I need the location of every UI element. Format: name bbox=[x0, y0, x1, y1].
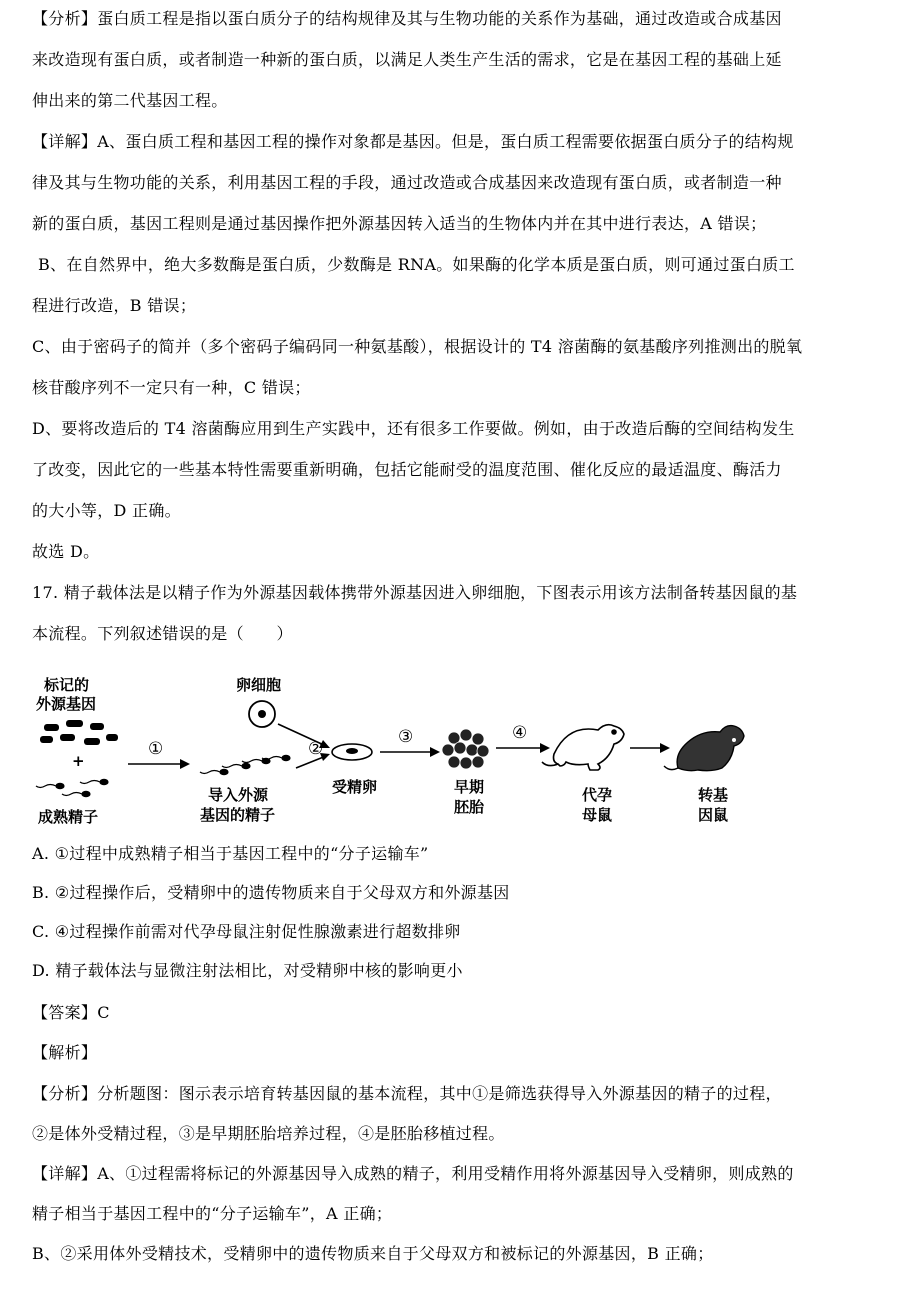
text-line: 【分析】蛋白质工程是指以蛋白质分子的结构规律及其与生物功能的关系作为基础，通过改造或合成基因 bbox=[32, 9, 782, 28]
question-stem: 17. 精子载体法是以精子作为外源基因载体携带外源基因进入卵细胞，下图表示用该方法制备转基因鼠的基 bbox=[32, 583, 798, 602]
transsperm-label-line1: 导入外源 bbox=[208, 786, 269, 804]
text-line: C、由于密码子的简并（多个密码子编码同一种氨基酸），根据设计的 T4 溶菌酶的氨基酸序列推测出的脱氧 bbox=[32, 337, 803, 356]
gene-label-line2: 外源基因 bbox=[36, 695, 97, 713]
option-a: A. ①过程中成熟精子相当于基因工程中的“分子运输车” bbox=[32, 844, 429, 863]
text-line: B、②采用体外受精技术，受精卵中的遗传物质来自于父母双方和被标记的外源基因，B 正确； bbox=[32, 1244, 714, 1263]
transgenic-label-line2: 因鼠 bbox=[698, 806, 729, 824]
step2-label: ② bbox=[308, 739, 324, 759]
option-d: D. 精子载体法与显微注射法相比，对受精卵中核的影响更小 bbox=[32, 961, 463, 980]
text-line: 来改造现有蛋白质，或者制造一种新的蛋白质，以满足人类生产生活的需求，它是在基因工程的基础上延 bbox=[32, 50, 782, 69]
mature-sperm-icon bbox=[36, 779, 108, 796]
text-line: 律及其与生物功能的关系，利用基因工程的手段，通过改造或合成基因来改造现有蛋白质，或者制造一种 bbox=[32, 173, 782, 192]
answer-label: 【答案】C bbox=[32, 1003, 110, 1022]
surrogate-label-line1: 代孕 bbox=[582, 786, 613, 804]
sperm-label: 成熟精子 bbox=[38, 808, 99, 826]
text-line: 【分析】分析题图：图示表示培育转基因鼠的基本流程，其中①是筛选获得导入外源基因的精子的过程， bbox=[32, 1084, 782, 1103]
text-line: 了改变，因此它的一些基本特性需要重新明确，包括它能耐受的温度范围、催化反应的最适温度、酶活力 bbox=[32, 460, 782, 479]
question-stem: 本流程。下列叙述错误的是（ ） bbox=[32, 624, 293, 643]
embryo-label-line1: 早期 bbox=[454, 778, 485, 796]
egg-label: 卵细胞 bbox=[236, 676, 282, 694]
text-line: B、在自然界中，绝大多数酶是蛋白质，少数酶是 RNA。如果酶的化学本质是蛋白质，则可通过蛋白质工 bbox=[38, 255, 795, 274]
text-line: 新的蛋白质，基因工程则是通过基因操作把外源基因转入适当的生物体内并在其中进行表达，A 错误； bbox=[32, 214, 767, 233]
gene-label-line1: 标记的 bbox=[44, 676, 90, 694]
early-embryo-icon bbox=[442, 729, 489, 769]
final-arrowhead bbox=[660, 743, 670, 753]
transgenic-label-line1: 转基 bbox=[698, 786, 729, 804]
text-line: 核苷酸序列不一定只有一种，C 错误； bbox=[32, 378, 311, 397]
step3-label: ③ bbox=[398, 727, 414, 747]
text-line: 【详解】A、蛋白质工程和基因工程的操作对象都是基因。但是，蛋白质工程需要依据蛋白质分子的结构规 bbox=[32, 132, 794, 151]
step3-arrowhead bbox=[430, 747, 440, 757]
step4-label: ④ bbox=[512, 723, 528, 743]
text-line: 故选 D。 bbox=[32, 542, 100, 561]
option-b: B. ②过程操作后，受精卵中的遗传物质来自于父母双方和外源基因 bbox=[32, 883, 510, 902]
surrogate-mouse-icon bbox=[542, 725, 624, 770]
text-line: 的大小等，D 正确。 bbox=[32, 501, 181, 520]
plus-sign: + bbox=[72, 752, 85, 770]
option-c: C. ④过程操作前需对代孕母鼠注射促性腺激素进行超数排卵 bbox=[32, 922, 461, 941]
text-line: D、要将改造后的 T4 溶菌酶应用到生产实践中，还有很多工作要做。例如，由于改造后酶的空间结构发生 bbox=[32, 419, 795, 438]
egg-cell-icon bbox=[249, 701, 275, 727]
text-line: 【详解】A、①过程需将标记的外源基因导入成熟的精子，利用受精作用将外源基因导入受精卵，则成熟的 bbox=[32, 1164, 794, 1183]
text-line: 伸出来的第二代基因工程。 bbox=[32, 91, 228, 110]
text-line: 程进行改造，B 错误； bbox=[32, 296, 197, 315]
analysis-heading: 【解析】 bbox=[32, 1043, 98, 1062]
step4-arrowhead bbox=[540, 743, 550, 753]
transgenic-mouse-icon bbox=[664, 726, 744, 771]
text-line: ②是体外受精过程，③是早期胚胎培养过程，④是胚胎移植过程。 bbox=[32, 1124, 505, 1143]
transgenic-sperm-icon bbox=[200, 755, 290, 774]
transgenic-mouse-flow-diagram bbox=[30, 672, 750, 832]
zygote-label: 受精卵 bbox=[332, 778, 378, 796]
step1-arrowhead bbox=[180, 759, 190, 769]
step1-label: ① bbox=[148, 739, 164, 759]
foreign-gene-fragments-icon bbox=[40, 720, 118, 745]
embryo-label-line2: 胚胎 bbox=[454, 798, 485, 816]
text-line: 精子相当于基因工程中的“分子运输车”，A 正确； bbox=[32, 1204, 393, 1223]
surrogate-label-line2: 母鼠 bbox=[582, 806, 613, 824]
transsperm-label-line2: 基因的精子 bbox=[200, 806, 276, 824]
zygote-icon bbox=[332, 744, 372, 760]
